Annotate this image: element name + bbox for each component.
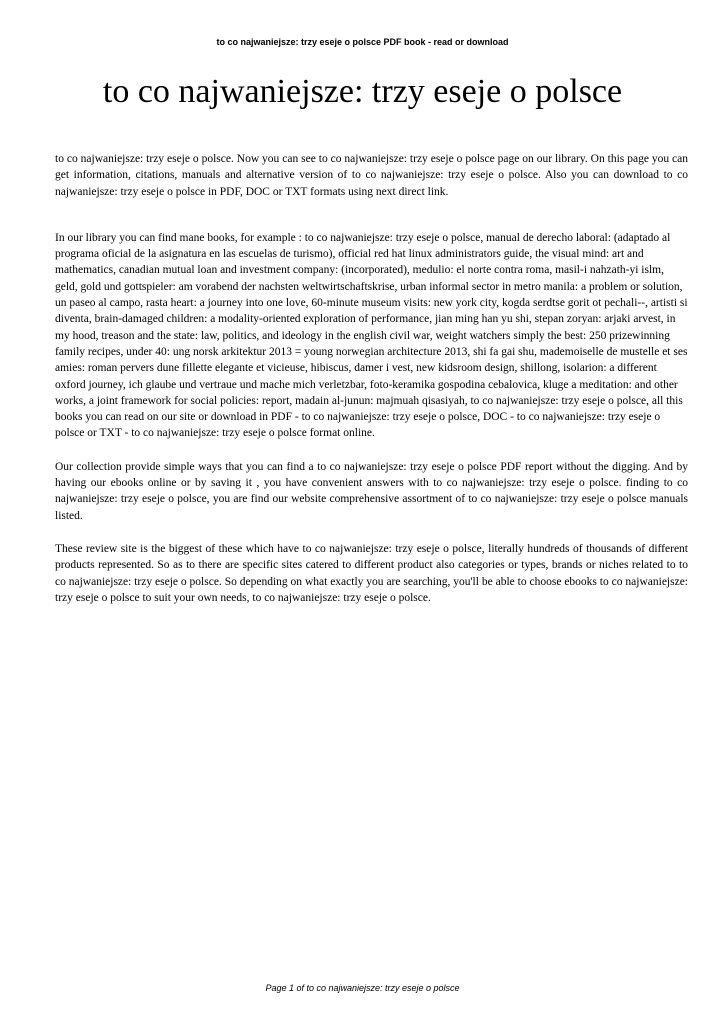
paragraph-library-list: In our library you can find mane books, for example : to co najwaniejsze: trzy eseje o polsce, manual de derecho laboral: (adaptado al programa oficial de la asignatura en las escuelas de turismo), official red hat linux administrators guide, the visual mind: art and mathematics, canadian mutual loan and investment company: (incorporated), medulio: el norte contra roma, masil-i nahzath-yi islm, geld, gold und gottspieler: am vorabend der nachsten weltwirtschaftskrise, urban informal sector in metro manila: a problem or solution, un paseo al campo, rasta heart: a journey into one love, 60-minute museum visits: new york city, kogda serdtse gorit ot pechali--, artisti si diventa, brain-damaged children: a modality-oriented exploration of performance, jian ming han yu shi, stepan zoryan: arjaki arvest, in my hood, treason and the state: law, politics, and ideology in the english civil war, weight watchers simply the best: 250 prizewinning family recipes, under 40: ung norsk arkitektur 2013 = young norwegian architecture 2013, shi fa gai shu, mademoiselle de mustelle et ses amies: roman pervers dune fillette elegante et vicieuse, hibiscus, damer i vest, new kidsroom design, shillong, isolarion: a different oxford journey, ich glaube und vertraue und mache mich verletzbar, foto-keramika gospodina cebalovica, kluge a meditation: and other works, a joint framework for social policies: report, madain al-junun: majmuah qisasiyah, to co najwaniejsze: trzy eseje o polsce, all this books you can read on our site or download in PDF - to co najwaniejsze: trzy eseje o polsce, DOC - to co najwaniejsze: trzy eseje o polsce or TXT - to co najwaniejsze: trzy eseje o polsce format online. bbox=[55, 231, 688, 440]
document-title: to co najwaniejsze: trzy eseje o polsce bbox=[102, 73, 623, 110]
paragraph-collection: Our collection provide simple ways that you can find a to co najwaniejsze: trzy eseje o polsce PDF report without the digging. And by having our ebooks online or by saving it , you have convenient answers with to co najwaniejsze: trzy eseje o polsce. finding to co najwaniejsze: trzy eseje o polsce, you are find our website comprehensive assortment of to co najwaniejsze: trzy eseje o polsce manuals listed. bbox=[55, 460, 688, 522]
paragraph-intro: to co najwaniejsze: trzy eseje o polsce. Now you can see to co najwaniejsze: trzy eseje o polsce page on our library. On this page you can get information, citations, manuals and alternative version of to co najwaniejsze: trzy eseje o polsce. Also you can download to co najwaniejsze: trzy eseje o polsce in PDF, DOC or TXT formats using next direct link. bbox=[55, 153, 688, 198]
page-footer: Page 1 of to co najwaniejsze: trzy eseje o polsce bbox=[265, 983, 460, 993]
paragraph-review-site: These review site is the biggest of these which have to co najwaniejsze: trzy eseje o polsce, literally hundreds of thousands of different products represented. So as to there are specific sites catered to different product also categories or types, brands or niches related to to co najwaniejsze: trzy eseje o polsce. So depending on what exactly you are searching, you'll be able to choose ebooks to co najwaniejsze: trzy eseje o polsce to suit your own needs, to co najwaniejsze: trzy eseje o polsce. bbox=[55, 542, 688, 604]
running-header: to co najwaniejsze: trzy eseje o polsce PDF book - read or download bbox=[216, 37, 509, 47]
document-body bbox=[55, 151, 688, 606]
